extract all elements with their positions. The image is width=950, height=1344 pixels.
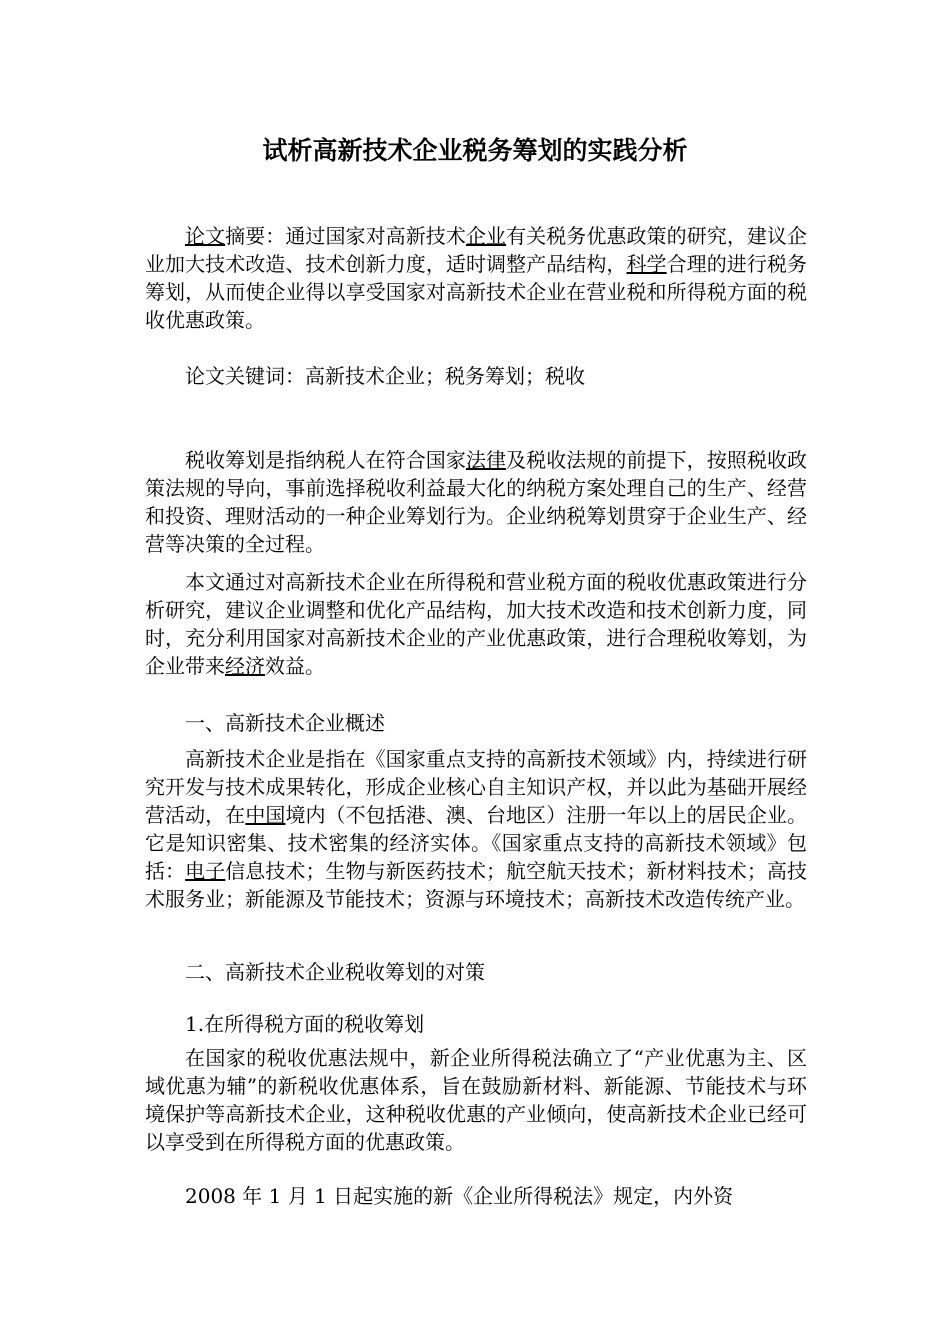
abstract-text-2: 有关税务优惠政策的研究，建议企业加大技术改造、技术创新力度，适时调整产品结构，: [145, 224, 808, 276]
section2-heading: 二、高新技术企业税收筹划的对策: [185, 960, 485, 984]
keywords-line: 论文关键词：高新技术企业；税务筹划；税收: [185, 364, 585, 388]
intro1-text-2: 及税收法规的前提下，按照税收政策法规的导向，事前选择税收利益最大化的纳税方案处理自己的生产、经营和投资、理财活动的一种企业筹划行为。企业纳税筹划贯穿于企业生产、经营等决策的全过程。: [145, 448, 808, 556]
intro-paragraph-2: [145, 568, 807, 680]
section1-paragraph: [145, 745, 807, 913]
link-lunwen[interactable]: 论文: [185, 224, 226, 248]
link-qiye[interactable]: 企业: [465, 224, 507, 248]
section2-paragraph-2: 2008 年 1 月 1 日起实施的新《企业所得税法》规定，内外资: [185, 1184, 734, 1208]
link-zhongguo[interactable]: 中国: [245, 803, 286, 827]
link-dianzi[interactable]: 电子: [185, 859, 226, 883]
section2-paragraph-1: 在国家的税收优惠法规中，新企业所得税法确立了“产业优惠为主、区域优惠为辅”的新税收优惠体系，旨在鼓励新材料、新能源、节能技术与环境保护等高新技术企业，这种税收优惠的产业倾向，使高新技术企业已经可以享受到在所得税方面的优惠政策。: [145, 1046, 807, 1154]
link-kexue[interactable]: 科学: [626, 252, 667, 276]
section1-heading: 一、高新技术企业概述: [185, 711, 385, 735]
intro2-text-2: 效益。: [265, 654, 325, 678]
section2-subheading-1: 1.在所得税方面的税收筹划: [185, 1012, 425, 1036]
section1-text-3: 信息技术；生物与新医药技术；航空航天技术；新材料技术；高技术服务业；新能源及节能技术；资源与环境技术；高新技术改造传统产业。: [145, 859, 807, 911]
abstract-text-1: 摘要：通过国家对高新技术: [225, 224, 466, 248]
intro-paragraph-1: [145, 446, 807, 558]
intro1-text-1: 税收筹划是指纳税人在符合国家: [185, 448, 466, 472]
document-title: 试析高新技术企业税务筹划的实践分析: [262, 136, 688, 165]
intro2-text-1: 本文通过对高新技术企业在所得税和营业税方面的税收优惠政策进行分析研究，建议企业调整和优化产品结构，加大技术改造和技术创新力度，同时，充分利用国家对高新技术企业的产业优惠政策，进行合理税收筹划，为企业带来: [145, 570, 807, 678]
link-jingji[interactable]: 经济: [225, 654, 265, 678]
abstract-paragraph: [145, 222, 807, 334]
abstract-text-3: 合理的进行税务筹划，从而使企业得以享受国家对高新技术企业在营业税和所得税方面的税收优惠政策。: [145, 252, 807, 332]
section1-text-1: 高新技术企业是指在《国家重点支持的高新技术领域》内，持续进行研究开发与技术成果转化，形成企业核心自主知识产权，并以此为基础开展经营活动，在: [145, 747, 807, 827]
link-falv[interactable]: 法律: [465, 448, 507, 472]
section1-text-2: 境内（不包括港、澳、台地区）注册一年以上的居民企业。它是知识密集、技术密集的经济实体。《国家重点支持的高新技术领域》包括：: [145, 803, 807, 883]
